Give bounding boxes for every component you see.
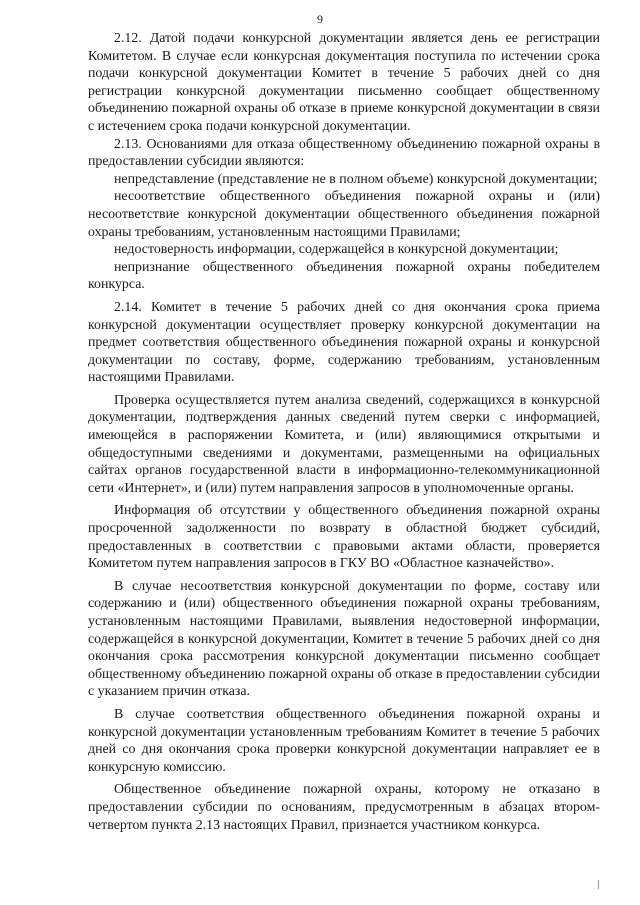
- paragraph-debt-information: Информация об отсутствии у общественного объединения пожарной охраны просроченной задолженности по возврату в областной бюджет субсидий, предоставленных в соответствии с правовыми актами области, проверяется Комитетом путем направления запросов в ГКУ ВО «Областное казначейство».: [88, 503, 600, 572]
- paragraph-2-12: 2.12. Датой подачи конкурсной документации является день ее регистрации Комитетом. В случае если конкурсная документация поступила по истечении срока подачи конкурсной документации Комитет в течение 5 рабочих дней со дня регистрации конкурсной документации письменно сообщает общественному объединению пожарной охраны об отказе в приеме конкурсной документации в связи с истечением срока подачи конкурсной документации.: [88, 31, 600, 134]
- paragraph-2-14: 2.14. Комитет в течение 5 рабочих дней со дня окончания срока приема конкурсной документации осуществляет проверку конкурсной документации на предмет соответствия общественного объединения пожарной охраны и конкурсной документации по составу, форме, содержанию требованиям, установленным настоящими Правилами.: [88, 299, 600, 386]
- page-number: 9: [317, 12, 323, 26]
- paragraph-refusal-ground-1: непредставление (представление не в полном объеме) конкурсной документации;: [114, 171, 598, 187]
- paragraph-non-compliance: В случае несоответствия конкурсной документации по форме, составу или содержанию и (или) общественного объединения пожарной охраны требованиям, установленным настоящими Правилами, выявления недостоверной информации, содержащейся в конкурсной документации, Комитет в течение 5 рабочих дней со дня окончания срока рассмотрения конкурсной документации письменно сообщает общественному объединению пожарной охраны об отказе в предоставлении субсидии с указанием причин отказа.: [88, 578, 600, 700]
- document-body: [88, 30, 600, 834]
- paragraph-participant: Общественное объединение пожарной охраны, которому не отказано в предоставлении субсидии по основаниям, предусмотренным в абзацах втором-четвертом пункта 2.13 настоящих Правил, признается участником конкурса.: [88, 782, 600, 833]
- paragraph-compliance: В случае соответствия общественного объединения пожарной охраны и конкурсной документации установленным требованиям Комитет в течение 5 рабочих дней со дня окончания срока проверки конкурсной документации направляет ее в конкурсную комиссию.: [88, 706, 600, 775]
- paragraph-refusal-ground-3: недостоверность информации, содержащейся в конкурсной документации;: [114, 242, 559, 258]
- scan-edge-mark: [598, 880, 599, 889]
- paragraph-2-13: 2.13. Основаниями для отказа общественному объединению пожарной охраны в предоставлении субсидии являются:: [88, 136, 600, 170]
- paragraph-verification: Проверка осуществляется путем анализа сведений, содержащихся в конкурсной документации, подтверждения данных сведений путем сверки с информацией, имеющейся в распоряжении Комитета, и (или) являющимися открытыми и общедоступными сведениями и документами, размещенными на официальных сайтах органов государственной власти в информационно-телекоммуникационной сети «Интернет», и (или) путем направления запросов в уполномоченные органы.: [88, 392, 600, 496]
- paragraph-refusal-ground-2: несоответствие общественного объединения пожарной охраны и (или) несоответствие конкурсной документации общественного объединения пожарной охраны требованиям, установленным настоящими Правилами;: [88, 189, 600, 240]
- paragraph-refusal-ground-4: непризнание общественного объединения пожарной охраны победителем конкурса.: [88, 259, 600, 293]
